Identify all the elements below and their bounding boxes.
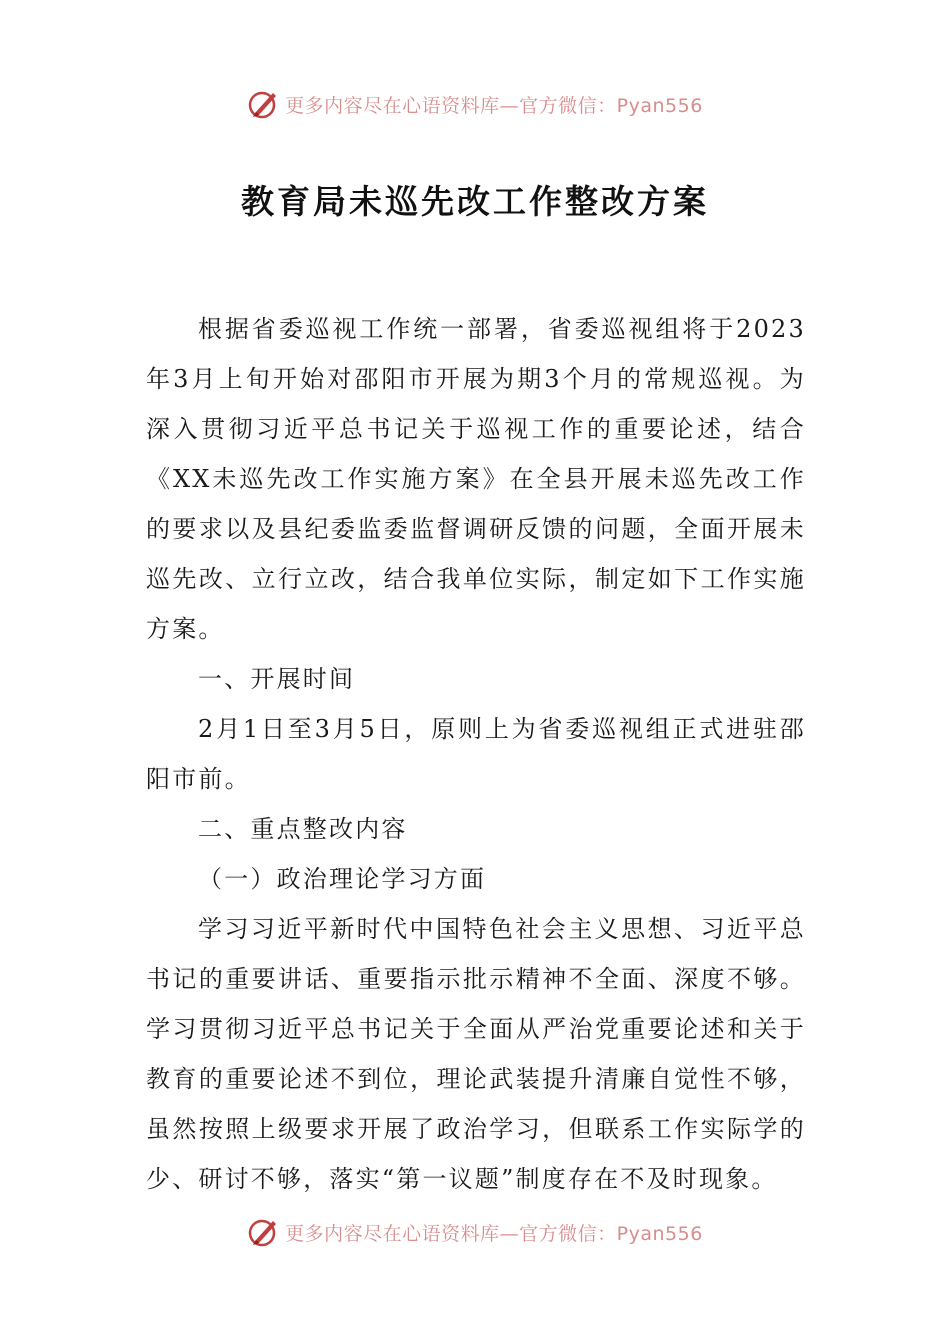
banner-text: 更多内容尽在心语资料库—官方微信：Pyan556 xyxy=(285,94,703,117)
paragraph-political-theory: 学习习近平新时代中国特色社会主义思想、习近平总书记的重要讲话、重要指示批示精神不全面、深度不够。学习贯彻习近平总书记关于全面从严治党重要论述和关于教育的重要论述不到位，理论武装提升清廉自觉性不够，虽然按照上级要求开展了政治学习，但联系工作实际学的少、研讨不够，落实“第一议题”制度存在不及时现象。 xyxy=(146,915,806,1193)
banner-text: 更多内容尽在心语资料库—官方微信：Pyan556 xyxy=(285,1222,703,1245)
quill-pen-logo-icon xyxy=(247,87,281,121)
paragraph-schedule: 2月1日至3月5日，原则上为省委巡视组正式进驻邵阳市前。 xyxy=(146,715,806,793)
footer-banner xyxy=(0,1212,950,1252)
heading-schedule: 一、开展时间 xyxy=(198,665,356,693)
header-banner xyxy=(0,84,950,124)
document-title: 教育局未巡先改工作整改方案 xyxy=(241,182,709,221)
subheading-political-theory: （一）政治理论学习方面 xyxy=(198,865,487,893)
wechat-id: Pyan556 xyxy=(616,94,703,117)
paragraph-intro: 根据省委巡视工作统一部署，省委巡视组将于2023年3月上旬开始对邵阳市开展为期3个月的常规巡视。为深入贯彻习近平总书记关于巡视工作的重要论述，结合《XX未巡先改工作实施方案》在全县开展未巡先改工作的要求以及县纪委监委监督调研反馈的问题，全面开展未巡先改、立行立改，结合我单位实际，制定如下工作实施方案。 xyxy=(146,315,806,643)
wechat-id: Pyan556 xyxy=(616,1222,703,1245)
heading-key-content: 二、重点整改内容 xyxy=(198,815,408,843)
document-body xyxy=(146,304,806,1204)
quill-pen-logo-icon xyxy=(247,1215,281,1249)
